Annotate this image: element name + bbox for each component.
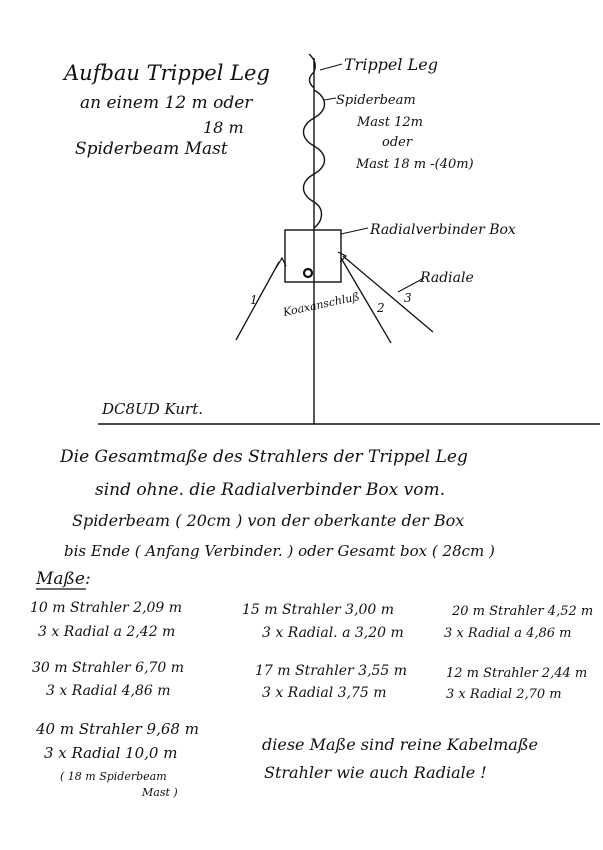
paragraph-line-3: Spiderbeam ( 20cm ) von der oberkante der Box [72, 511, 465, 530]
m40-strahler: 40 m Strahler 9,68 m [36, 720, 199, 738]
m40-note-line-1: ( 18 m Spiderbeam [60, 770, 167, 783]
paragraph-line-4: bis Ende ( Anfang Verbinder. ) oder Gesamt box ( 28cm ) [64, 542, 495, 560]
m12-radial: 3 x Radial 2,70 m [446, 687, 562, 702]
label-mast18: Mast 18 m -(40m) [356, 157, 474, 172]
paragraph-line-1: Die Gesamtmaße des Strahlers der Trippel Leg [60, 447, 468, 467]
m17-strahler: 17 m Strahler 3,55 m [255, 663, 408, 679]
m20-radial: 3 x Radial a 4,86 m [444, 626, 572, 641]
m15-radial: 3 x Radial. a 3,20 m [262, 625, 404, 641]
leader-spiderbeam [324, 98, 336, 100]
m10-radial: 3 x Radial a 2,42 m [38, 624, 176, 640]
radialverbinder-box [285, 230, 341, 282]
title-line-4: Spiderbeam Mast [75, 139, 228, 159]
closing-line-1: diese Maße sind reine Kabelmaße [262, 735, 538, 754]
m30-radial: 3 x Radial 4,86 m [46, 683, 171, 699]
m17-radial: 3 x Radial 3,75 m [262, 685, 387, 701]
title-line-3: 18 m [203, 118, 244, 137]
label-radialbox: Radialverbinder Box [370, 222, 516, 238]
koax-connector [304, 269, 312, 277]
title-line-2: an einem 12 m oder [80, 93, 253, 113]
leader-trippel-leg [320, 64, 342, 70]
label-radial-2: 2 [377, 301, 385, 315]
m12-strahler: 12 m Strahler 2,44 m [446, 666, 588, 681]
m40-note-line-2: Mast ) [142, 786, 178, 799]
m10-strahler: 10 m Strahler 2,09 m [30, 600, 183, 616]
label-koax: Koaxanschluß [281, 290, 361, 319]
radial-3-arrowhead [338, 252, 346, 262]
masse-heading: Maße: [36, 569, 91, 589]
label-radial-1: 1 [250, 293, 258, 307]
leader-radialbox [341, 228, 368, 234]
m30-strahler: 30 m Strahler 6,70 m [32, 660, 185, 676]
label-oder: oder [382, 135, 413, 150]
title-line-1: Aufbau Trippel Leg [64, 61, 270, 85]
label-trippel-leg: Trippel Leg [344, 55, 438, 74]
label-mast12: Mast 12m [357, 115, 423, 130]
m20-strahler: 20 m Strahler 4,52 m [452, 604, 594, 619]
paragraph-line-2: sind ohne. die Radialverbinder Box vom. [95, 480, 446, 500]
signature: DC8UD Kurt. [102, 400, 203, 418]
closing-line-2: Strahler wie auch Radiale ! [264, 763, 487, 782]
label-radiale: Radiale [420, 270, 474, 286]
label-spiderbeam: Spiderbeam [336, 93, 416, 108]
m15-strahler: 15 m Strahler 3,00 m [242, 602, 395, 618]
m40-radial: 3 x Radial 10,0 m [44, 744, 178, 762]
label-radial-3: 3 [404, 291, 412, 305]
